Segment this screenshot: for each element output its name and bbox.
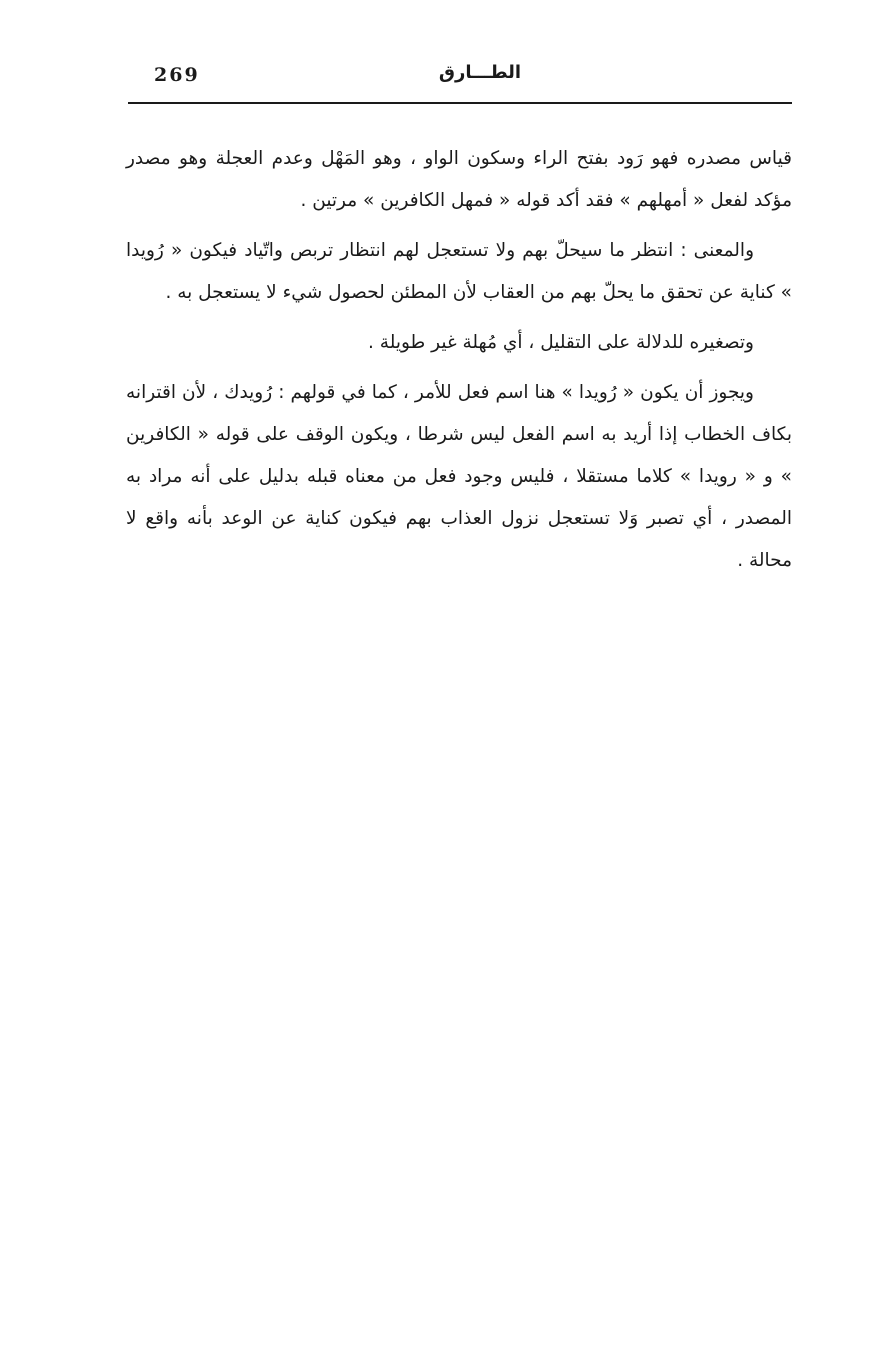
running-title: الطـــارق <box>438 62 522 83</box>
paragraph-2: والمعنى : انتظر ما سيحلّ بهم ولا تستعجل لهم انتظار تربص واتّياد فيكون « رُويدا » كناية عن تحقق ما يحلّ بهم من العقاب لأن المطئن لحصول شيء لا يستعجل به . <box>126 240 792 303</box>
paragraph-3: وتصغيره للدلالة على التقليل ، أي مُهلة غير طويلة . <box>368 332 754 353</box>
page-header <box>128 58 792 98</box>
paragraph-1: قياس مصدره فهو رَود بفتح الراء وسكون الواو ، وهو المَهْل وعدم العجلة وهو مصدر مؤكد لفعل « أمهلهم » فقد أكد قوله « فمهل الكافرين » مرتين . <box>126 148 792 211</box>
paragraph-4: ويجوز أن يكون « رُويدا » هنا اسم فعل للأمر ، كما في قولهم : رُويدك ، لأن اقترانه بكاف الخطاب إذا أريد به اسم الفعل ليس شرطا ، ويكون الوقف على قوله « الكافرين » و « رويدا » كلاما مستقلا ، فليس وجود فعل من معناه قبله بدليل على أنه مراد به المصدر ، أي تصبر وَلا تستعجل نزول العذاب بهم فيكون كناية عن الوعد بأنه واقع لا محالة . <box>126 382 792 571</box>
header-rule <box>128 102 792 104</box>
page-number: 269 <box>154 64 200 86</box>
body-text <box>126 138 792 590</box>
